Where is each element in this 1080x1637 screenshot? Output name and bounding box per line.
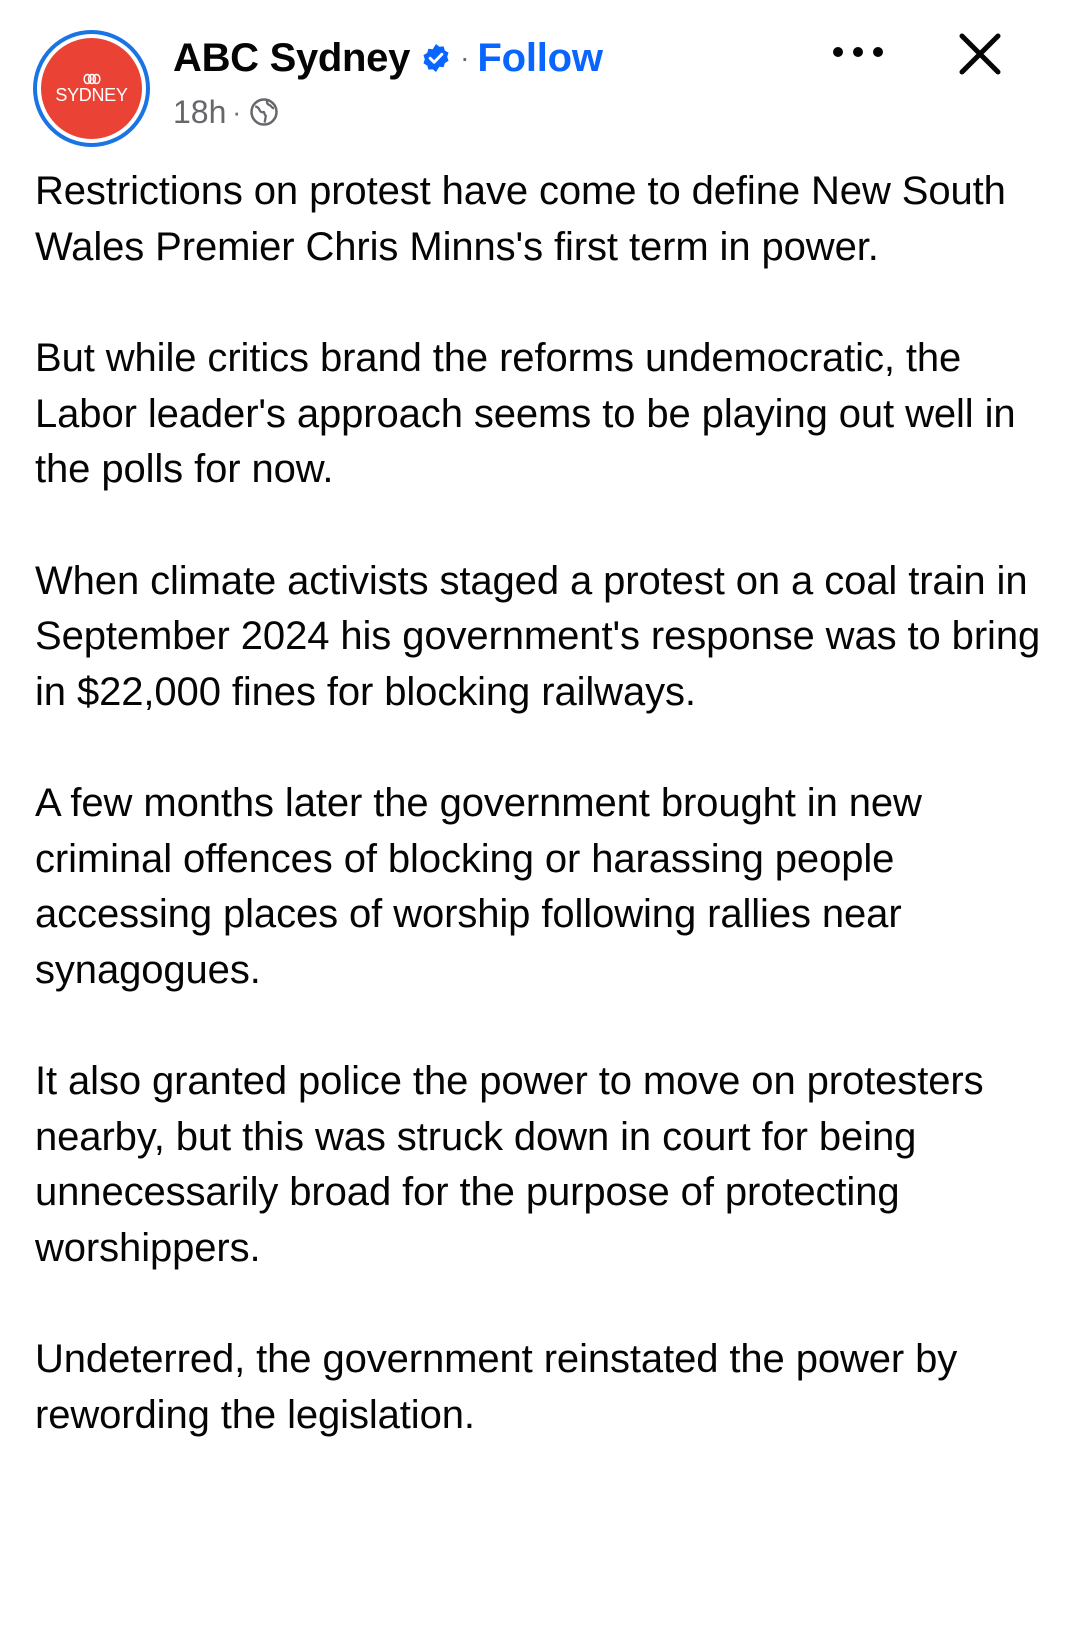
close-icon xyxy=(956,30,1004,78)
avatar-label: SYDNEY xyxy=(55,85,128,105)
name-row xyxy=(173,34,603,82)
post-paragraph: A few months later the government brought in new criminal offences of blocking or harassing people accessing places of worship following rallies near synagogues. xyxy=(35,781,922,992)
post-meta xyxy=(173,92,279,132)
follow-button[interactable]: Follow xyxy=(477,35,603,80)
separator-dot: · xyxy=(460,42,470,73)
meta-separator-dot: · xyxy=(232,96,242,127)
close-button[interactable] xyxy=(950,24,1010,84)
post-paragraph: Restrictions on protest have come to define New South Wales Premier Chris Minns's first term in power. xyxy=(35,169,1006,269)
post-text xyxy=(35,164,1045,1499)
post-paragraph: Undeterred, the government reinstated the power by rewording the legislation. xyxy=(35,1337,958,1437)
post-paragraph: But while critics brand the reforms undemocratic, the Labor leader's approach seems to be playing out well in the polls for now. xyxy=(35,336,1016,491)
globe-icon xyxy=(249,97,279,127)
more-options-icon xyxy=(830,44,886,60)
post-paragraph: When climate activists staged a protest on a coal train in September 2024 his government's response was to bring in $22,000 fines for blocking railways. xyxy=(35,558,1041,714)
page-name[interactable]: ABC Sydney xyxy=(173,35,411,80)
post-header xyxy=(0,0,1080,160)
more-options-button[interactable] xyxy=(826,32,890,72)
page-avatar[interactable] xyxy=(33,30,150,147)
post-paragraph: It also granted police the power to move on protesters nearby, but this was struck down in court for being unnecessarily broad for the purpose of protecting worshippers. xyxy=(35,1059,984,1270)
post-timestamp[interactable]: 18h xyxy=(173,93,227,130)
abc-sydney-logo xyxy=(41,38,142,139)
abc-logo-icon xyxy=(83,73,101,85)
verified-badge-icon xyxy=(420,42,452,74)
